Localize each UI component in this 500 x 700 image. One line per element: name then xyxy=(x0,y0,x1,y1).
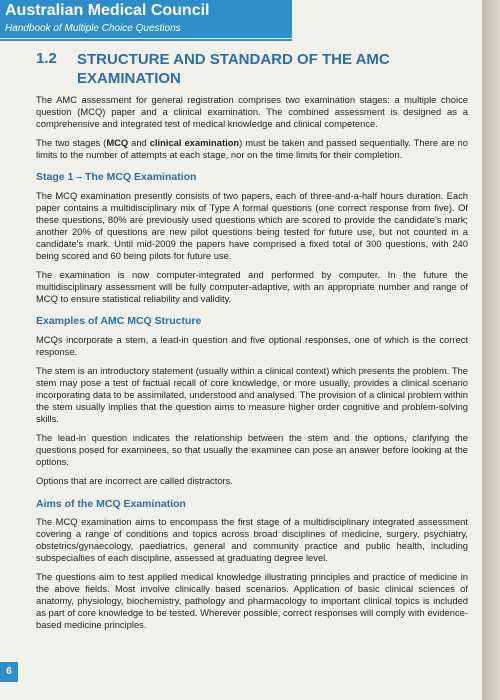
header-underline xyxy=(0,39,292,41)
examples-paragraph-4: Options that are incorrect are called distractors. xyxy=(36,475,233,487)
examples-paragraph-3: The lead-in question indicates the relationship between the stem and the options, clarifying the questions posed for examinees, so that usually the examinee can pose an answer before looking at the options. xyxy=(36,432,468,468)
page-number: 6 xyxy=(0,662,18,682)
examples-heading: Examples of AMC MCQ Structure xyxy=(36,315,202,328)
section-title: STRUCTURE AND STANDARD OF THE AMC EXAMINATION xyxy=(77,51,390,87)
intro-paragraph-2: The two stages (MCQ and clinical examination) must be taken and passed sequentially. There are no limits to the number of attempts at each stage, nor on the time limits for their completion. xyxy=(36,137,468,161)
examples-paragraph-2: The stem is an introductory statement (usually within a clinical context) which presents the problem. The stem may pose a test of factual recall of core knowledge, or more usually, provides a clinical scenario incorporating data to be assimilated, understood and analysed. The provision of a clinical problem within the stem usually implies that the question aims to measure higher order cognitive and problem-solving skills. xyxy=(36,364,468,425)
header-banner xyxy=(0,0,292,38)
stage1-paragraph-1: The MCQ examination presently consists of two papers, each of three-and-a-half hours duration. Each paper contains a multidisciplinary mix of Type A formal questions (one correct response from five). Of these questions, 80% are previously used questions which are scored to provide the candidate's mark; another 20% of questions are new pilot questions being tested for future use, but not counted in a candidate's mark. Until mid-2009 the papers have comprised a fixed total of 300 questions, with 240 being scored and 60 being pilots for future use. xyxy=(36,189,468,262)
adjacent-page-edge xyxy=(482,0,500,700)
intro-paragraph-1: The AMC assessment for general registration comprises two examination stages: a multiple choice question (MCQ) paper and a clinical examination. The combined assessment is designed as a comprehensive and integrated test of medical knowledge and clinical competence. xyxy=(36,94,468,130)
body-content xyxy=(36,94,468,638)
header-subtitle: Handbook of Multiple Choice Questions xyxy=(5,23,181,34)
aims-paragraph-2: The questions aim to test applied medical knowledge illustrating principles and practice of medicine in the above fields. Most involve clinically based scenarios. Application of basic clinical sciences of anatomy, physiology, biochemistry, pathology and pharmacology to important clinical topics is included as part of core knowledge to be tested. Wherever possible, correct responses will comply with evidence-based medicine principles. xyxy=(36,571,468,631)
stage1-paragraph-2: The examination is now computer-integrated and performed by computer. In the future the multidisciplinary assessment will be fully computer-adaptive, with an appropriate number and range of MCQ to ensure statistical reliability and validity. xyxy=(36,269,468,305)
aims-heading: Aims of the MCQ Examination xyxy=(36,497,186,510)
examples-paragraph-1: MCQs incorporate a stem, a lead-in question and five optional responses, one of which is the correct response. xyxy=(36,333,468,357)
section-number: 1.2 xyxy=(36,50,57,67)
stage1-heading: Stage 1 – The MCQ Examination xyxy=(36,171,197,184)
header-title: Australian Medical Council xyxy=(5,2,210,19)
bold-clinical-exam: clinical examination xyxy=(149,137,240,149)
bold-mcq: MCQ xyxy=(106,137,129,149)
aims-paragraph-1: The MCQ examination aims to encompass the first stage of a multidisciplinary integrated assessment covering a range of conditions and topics across broad disciplines of medicine, surgery, psychiatry, obstetrics/gynaecology, paediatrics, general and community practice and public health, including subspecialties of each discipline, assessed at graduating degree level. xyxy=(36,515,468,563)
